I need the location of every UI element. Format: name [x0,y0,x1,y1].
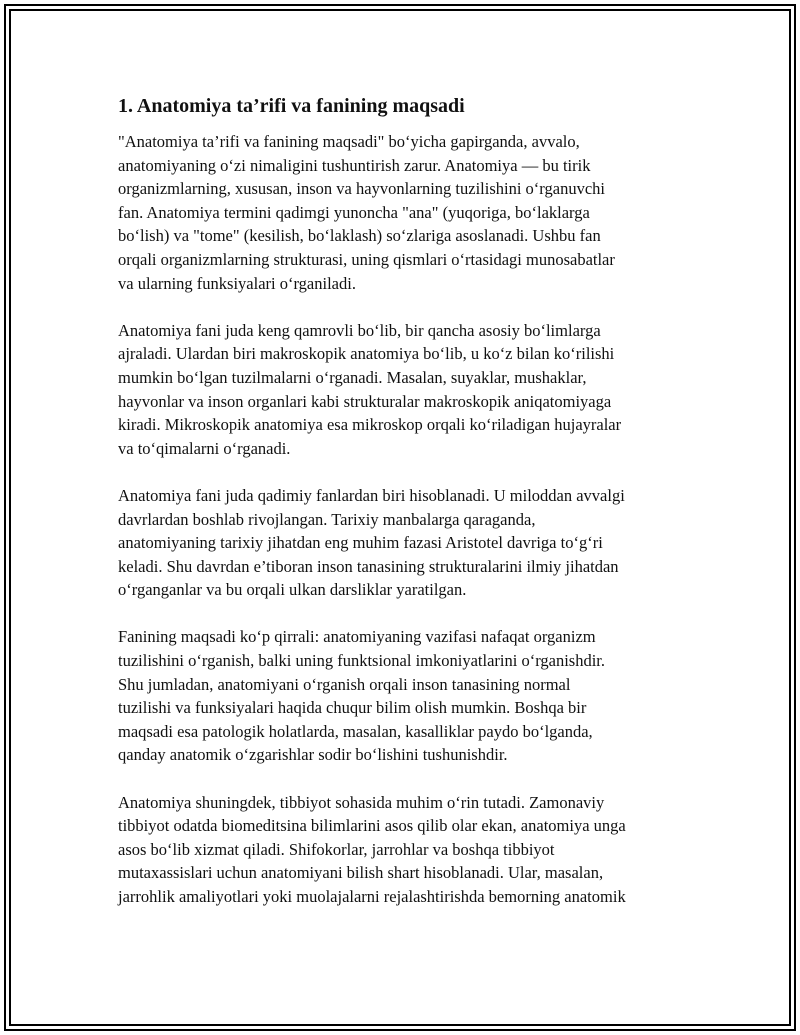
text-line: asos bo‘lib xizmat qiladi. Shifokorlar, jarrohlar va boshqa tibbiyot [118,839,555,859]
section-heading: 1. Anatomiya ta’rifi va fanining maqsadi [118,95,465,117]
text-line: fan. Anatomiya termini qadimgi yunoncha "ana" (yuqoriga, bo‘laklarga [118,202,590,222]
text-line: o‘rganganlar va bu orqali ulkan darsliklar yaratilgan. [118,580,467,600]
text-line: hayvonlar va inson organlari kabi strukturalar makroskopik aniqatomiyaga [118,391,612,411]
text-line: ajraladi. Ulardan biri makroskopik anatomiya bo‘lib, u ko‘z bilan ko‘rilishi [118,344,615,364]
text-line: va ularning funksiyalari o‘rganiladi. [118,273,356,293]
text-line: anatomiyaning tarixiy jihatdan eng muhim fazasi Aristotel davriga to‘g‘ri [118,533,603,553]
text-line: "Anatomiya ta’rifi va fanining maqsadi" bo‘yicha gapirganda, avvalo, [118,132,580,151]
paragraph-purpose [118,625,690,767]
text-line: organizmlarning, xususan, inson va hayvonlarning tuzilishini o‘rganuvchi [118,179,605,199]
text-line: Shu jumladan, anatomiyani o‘rganish orqali inson tanasining normal [118,674,571,694]
text-line: Fanining maqsadi ko‘p qirrali: anatomiyaning vazifasi nafaqat organizm [118,627,596,647]
text-line: davrlardan boshlab rivojlangan. Tarixiy manbalarga qaraganda, [118,509,536,529]
text-line: kiradi. Mikroskopik anatomiya esa mikroskop orqali ko‘riladigan hujayralar [118,415,622,435]
text-line: Anatomiya fani juda keng qamrovli bo‘lib, bir qancha asosiy bo‘limlarga [118,320,601,340]
text-line: Anatomiya fani juda qadimiy fanlardan biri hisoblanadi. U miloddan avvalgi [118,485,625,505]
paragraph-branches [118,319,690,461]
text-line: anatomiyaning o‘zi nimaligini tushuntirish zarur. Anatomiya — bu tirik [118,155,591,175]
paragraph-history [118,484,690,602]
text-line: qanday anatomik o‘zgarishlar sodir bo‘lishini tushunishdir. [118,745,508,765]
text-line: bo‘lish) va "tome" (kesilish, bo‘laklash) so‘zlariga asoslanadi. Ushbu fan [118,226,601,246]
text-line: maqsadi esa patologik holatlarda, masalan, kasalliklar paydo bo‘lganda, [118,721,593,741]
text-line: mumkin bo‘lgan tuzilmalarni o‘rganadi. Masalan, suyaklar, mushaklar, [118,367,587,387]
text-line: va to‘qimalarni o‘rganadi. [118,438,291,458]
text-line: mutaxassislari uchun anatomiyani bilish shart hisoblanadi. Ular, masalan, [118,863,604,883]
text-line: tuzilishini o‘rganish, balki uning funktsional imkoniyatlarini o‘rganishdir. [118,651,606,671]
text-line: keladi. Shu davrdan e’tiboran inson tanasining strukturalarini ilmiy jihatdan [118,556,619,576]
text-line: jarrohlik amaliyotlari yoki muolajalarni rejalashtirishda bemorning anatomik [118,887,626,906]
paragraph-definition [118,130,690,295]
text-line: orqali organizmlarning strukturasi, uning qismlari o‘rtasidagi munosabatlar [118,249,615,269]
text-line: tibbiyot odatda biomeditsina bilimlarini asos qilib olar ekan, anatomiya unga [118,816,626,836]
text-line: Anatomiya shuningdek, tibbiyot sohasida muhim o‘rin tutadi. Zamonaviy [118,792,605,812]
document-body [118,92,690,932]
text-line: tuzilishi va funksiyalari haqida chuqur bilim olish mumkin. Boshqa bir [118,698,587,718]
paragraph-medicine [118,791,690,909]
